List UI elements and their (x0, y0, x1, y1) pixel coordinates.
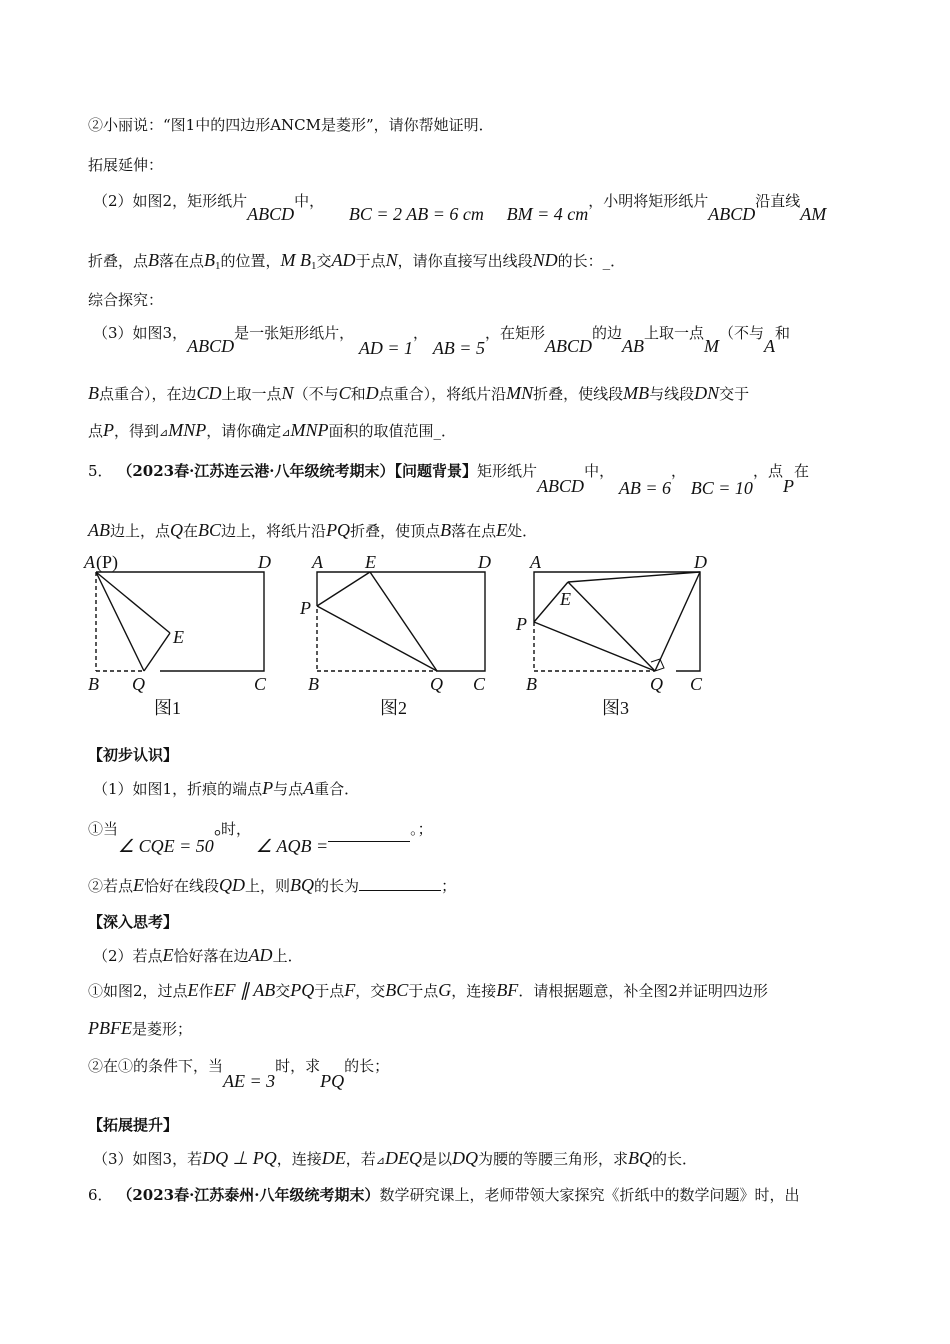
fig3-label-E: E (560, 589, 571, 609)
fig3-ED (568, 572, 700, 582)
section-extend-heading: 拓展延伸： (88, 156, 164, 174)
section-comprehensive-heading: 综合探究： (88, 291, 164, 309)
fig1-label-Q: Q (132, 674, 145, 694)
q5-part2-2: ②在①的条件下，当AE = 3时，求PQ的长； (88, 1057, 390, 1091)
fig1-caption: 图1 (154, 698, 181, 718)
fig2-label-E: E (365, 552, 376, 572)
fig2-EQ (370, 572, 437, 671)
fig2-caption: 图2 (380, 698, 407, 718)
fig2-label-A: A (312, 552, 323, 572)
q5-part1-2: ②若点E恰好在线段QD上，则BQ的长为 ； (88, 875, 457, 895)
fig2-label-Q: Q (430, 674, 443, 694)
fig2-PE (317, 572, 370, 606)
fig2-rect-solid (317, 572, 485, 671)
fig1-fold-AQ (96, 572, 144, 671)
q5-intro-line-2: AB边上，点Q在BC边上，将纸片沿PQ折叠，使顶点B落在点E处． (88, 520, 538, 540)
fig1-label-D: D (258, 552, 271, 572)
q5-intro-line-1: 5． （2023春·江苏连云港·八年级统考期末）【问题背景】矩形纸片ABCD中， AB = 6， BC = 10，点P在 (88, 462, 809, 498)
q5-part2-1-cont: PBFE是菱形； (88, 1018, 192, 1038)
fig2-label-C: C (473, 674, 486, 694)
q4-part3-line-3: 点P，得到⊿MNP，请你确定⊿MNP面积的取值范围_． (88, 420, 456, 440)
fig3-label-D: D (694, 552, 707, 572)
heading-extension: 【拓展提升】 (88, 1116, 179, 1134)
fig3-caption: 图3 (602, 698, 629, 718)
fig1-rect-solid (96, 572, 264, 671)
fig2-label-B: B (308, 674, 319, 694)
fig2-label-P: P (300, 598, 311, 618)
q4-part2-line-2: 折叠，点B落在点$B_1$的位置，M $B_1$交AD于点N，请你直接写出线段ND的长：_． (88, 250, 626, 272)
q5-part1: （1）如图1，折痕的端点P与点A重合． (93, 778, 360, 798)
fig1-AE (96, 572, 170, 633)
fig1-label-P: (P) (96, 552, 118, 572)
fig2-fold-PQ (317, 606, 437, 671)
fig3-label-A: A (530, 552, 541, 572)
fig1-label-B: B (88, 674, 99, 694)
fig3-label-P: P (516, 614, 527, 634)
fig1-label-C: C (254, 674, 267, 694)
q4-part3-line-1: （3）如图3，ABCD是一张矩形纸片， AD = 1， AB = 5，在矩形ABCD的边AB上取一点M（不与A和 (93, 324, 791, 358)
fig3-label-B: B (526, 674, 537, 694)
heading-initial: 【初步认识】 (88, 746, 179, 764)
q4-part2-line-1: （2）如图2，矩形纸片ABCD中， BC = 2 AB = 6 cm BM = 4 cm，小明将矩形纸片ABCD沿直线AM (93, 192, 827, 224)
heading-deep: 【深入思考】 (88, 913, 179, 931)
fig1-label-E: E (173, 627, 184, 647)
bq-length-blank (359, 876, 441, 891)
fig3-DQ (655, 572, 700, 671)
fig1-label-A: A (84, 552, 95, 572)
q4-line-1: ②小丽说：“图1中的四边形ANCM是菱形”，请你帮她证明． (88, 116, 494, 134)
angle-aqb-blank (328, 827, 410, 842)
fig1-EQ (144, 633, 170, 671)
fig3-label-Q: Q (650, 674, 663, 694)
q5-part3: （3）如图3，若DQ ⊥ PQ，连接DE，若⊿DEQ是以DQ为腰的等腰三角形，求BQ的长． (93, 1148, 698, 1168)
fig3-EQ (568, 582, 655, 671)
q5-part2-1: ①如图2，过点E作EF ∥ AB交PQ于点F，交BC于点G，连接BF．请根据题意，补全图2并证明四边形 (88, 980, 768, 1000)
q5-figures (80, 548, 720, 723)
q6-intro: 6． （2023春·江苏泰州·八年级统考期末）数学研究课上，老师带领大家探究《折纸中的数学问题》时，出 (88, 1186, 800, 1204)
q5-part1-1: ①当∠ CQE = 50°时， ∠ AQB =。； (88, 820, 433, 856)
q5-part2: （2）若点E恰好落在边AD上． (93, 945, 303, 965)
fig2-label-D: D (478, 552, 491, 572)
q4-part3-line-2: B点重合），在边CD上取一点N（不与C和D点重合），将纸片沿MN折叠，使线段MB与线段DN交于 (88, 383, 750, 403)
fig3-label-C: C (690, 674, 703, 694)
fig3-fold-PQ (534, 622, 655, 671)
